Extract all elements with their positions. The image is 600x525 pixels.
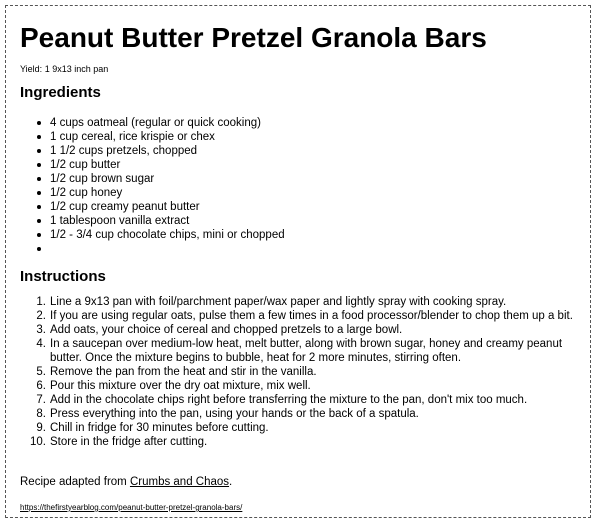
bullet-icon [37, 205, 41, 209]
ingredient-item [20, 116, 285, 130]
step-text: Add in the chocolate chips right before transferring the mixture to the pan, don't mix too much. [50, 394, 528, 406]
recipe-attribution [20, 475, 232, 489]
step-number: 5. [36, 366, 46, 378]
ingredient-text: 1/2 cup brown sugar [50, 173, 155, 185]
ingredient-item [20, 158, 285, 172]
recipe-yield [20, 63, 108, 75]
instructions-heading: Instructions [20, 268, 106, 285]
instruction-step [20, 365, 582, 379]
source-url-link[interactable]: https://thefirstyearblog.com/peanut-butter-pretzel-granola-bars/ [20, 503, 243, 512]
step-text: Add oats, your choice of cereal and chopped pretzels to a large bowl. [50, 324, 403, 336]
instruction-step [20, 309, 582, 323]
instruction-step [20, 435, 582, 449]
step-text: In a saucepan over medium-low heat, melt butter, along with brown sugar, honey and creamy peanut butter. Once the mixture begins to bubble, heat for 2 more minutes, stirring often. [50, 338, 563, 364]
step-number: 10. [30, 436, 46, 448]
bullet-icon [37, 219, 41, 223]
bullet-icon [37, 135, 41, 139]
step-number: 6. [36, 380, 46, 392]
recipe-title: Peanut Butter Pretzel Granola Bars [20, 22, 487, 53]
bullet-icon [37, 121, 41, 125]
ingredient-text: 1/2 cup creamy peanut butter [50, 201, 200, 213]
ingredient-item [20, 214, 285, 228]
instruction-step [20, 323, 582, 337]
step-text: Pour this mixture over the dry oat mixture, mix well. [50, 380, 311, 392]
instructions-list [20, 295, 582, 449]
attribution-suffix: . [229, 476, 233, 488]
bullet-icon [37, 163, 41, 167]
ingredient-item [20, 130, 285, 144]
ingredient-text: 4 cups oatmeal (regular or quick cooking) [50, 117, 261, 129]
recipe-card [5, 5, 591, 518]
bullet-icon [37, 177, 41, 181]
attribution-link[interactable]: Crumbs and Chaos [129, 476, 230, 488]
step-number: 3. [36, 324, 46, 336]
ingredient-text: 1 tablespoon vanilla extract [50, 215, 190, 227]
instruction-step [20, 337, 582, 365]
step-number: 1. [36, 296, 46, 308]
bullet-icon [37, 233, 41, 237]
ingredient-text: 1/2 cup butter [50, 159, 121, 171]
bullet-icon [37, 149, 41, 153]
step-number: 4. [36, 338, 46, 350]
bullet-icon [37, 247, 41, 251]
ingredient-text: 1 1/2 cups pretzels, chopped [50, 145, 198, 157]
ingredient-item [20, 200, 285, 214]
ingredients-heading: Ingredients [20, 84, 101, 101]
ingredients-list [20, 116, 285, 256]
ingredient-text: 1/2 - 3/4 cup chocolate chips, mini or chopped [50, 229, 285, 241]
bullet-icon [37, 191, 41, 195]
instruction-step [20, 407, 582, 421]
ingredient-item [20, 228, 285, 242]
ingredient-item [20, 172, 285, 186]
instruction-step [20, 295, 582, 309]
step-text: Chill in fridge for 30 minutes before cutting. [50, 422, 269, 434]
yield-label: Yield: [20, 64, 43, 74]
attribution-prefix: Recipe adapted from [20, 476, 130, 488]
ingredient-item [20, 242, 285, 256]
ingredient-item [20, 144, 285, 158]
instruction-step [20, 421, 582, 435]
step-text: Line a 9x13 pan with foil/parchment paper/wax paper and lightly spray with cooking spray. [50, 296, 507, 308]
instruction-step [20, 393, 582, 407]
step-number: 2. [36, 310, 46, 322]
step-text: Press everything into the pan, using your hands or the back of a spatula. [50, 408, 419, 420]
ingredient-text: 1 cup cereal, rice krispie or chex [50, 131, 215, 143]
step-text: If you are using regular oats, pulse them a few times in a food processor/blender to chop them up a bit. [50, 310, 573, 322]
step-number: 9. [36, 422, 46, 434]
step-number: 7. [36, 394, 46, 406]
step-number: 8. [36, 408, 46, 420]
ingredient-item [20, 186, 285, 200]
yield-value: 1 9x13 inch pan [44, 64, 109, 74]
step-text: Remove the pan from the heat and stir in the vanilla. [50, 366, 317, 378]
instruction-step [20, 379, 582, 393]
step-text: Store in the fridge after cutting. [50, 436, 208, 448]
ingredient-text: 1/2 cup honey [50, 187, 123, 199]
